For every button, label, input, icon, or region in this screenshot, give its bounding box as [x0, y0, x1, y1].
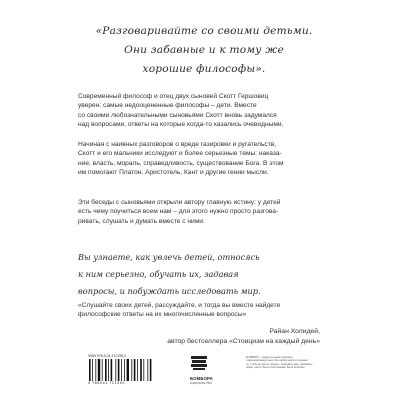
text-line: ние, власть, мораль, справедливость, существование Бога. В этом	[78, 159, 284, 167]
author-name: Райан Холидей,	[269, 328, 320, 335]
text-line: со своими любознательными сыновьями Скотт вновь задумался	[78, 111, 277, 119]
barcode-number: 9 785041 721992	[88, 381, 125, 385]
handwritten-line: Вы узнаете, как увлечь детей, относясь	[78, 252, 260, 262]
text-line: Скотт и его мальчики исследуют и более серьезные темы: наказа-	[78, 150, 282, 158]
headline-line: хорошие философы».	[142, 63, 266, 75]
description-paragraph-2	[78, 140, 330, 178]
fine-line: и вдохновляющих книг. Мы любим книги и создаем	[246, 359, 308, 363]
barcode-bars	[88, 359, 158, 381]
handwritten-promise	[78, 249, 338, 300]
review-author	[167, 327, 320, 346]
text-line: ривать, слушать и думать вместе с ними.	[78, 217, 205, 225]
description-paragraph-1	[78, 92, 330, 130]
headline-quote	[78, 22, 330, 79]
publisher-logo	[190, 355, 238, 385]
description-paragraph-3	[78, 198, 330, 226]
text-line: уверен: самые недооцененные философы – дети. Вместе	[78, 102, 257, 110]
fine-line: новое, расти. Быть счастливыми. Быть на волне.	[246, 365, 306, 369]
book-stack-icon	[190, 355, 208, 371]
text-line: Современный философ и отец двух сыновей Скотт Гершовиц	[78, 93, 269, 100]
headline-line: Они забавные и к тому же	[124, 44, 284, 56]
text-line: над вопросами, ответы на которые когда-то казались очевидными.	[78, 121, 284, 129]
back-cover	[50, 0, 350, 400]
publisher-blurb	[246, 356, 336, 369]
text-line: «Слушайте своих детей, рассуждайте, и тогда вы вместе найдете	[78, 302, 281, 309]
isbn-text: ISBN 978-5-04-172198-2	[88, 354, 126, 358]
fine-line: БОМБОРА – лидер на рынке полезных	[246, 356, 293, 359]
author-credit: автор бестселлера «Стоицизм на каждый день»	[167, 337, 320, 345]
publisher-name: БОМБОРА	[190, 376, 213, 381]
barcode	[88, 354, 166, 388]
review-quote	[78, 301, 330, 320]
text-line: есть чему поучиться всем нам – для этого нужно просто разгова-	[78, 208, 279, 216]
text-line: Эти беседы с сыновьями открыли автору главную истину: у детей	[78, 199, 281, 206]
handwritten-line: вопросы, и побуждать исследовать мир.	[78, 286, 261, 296]
publisher-subtitle: ИЗДАТЕЛЬСТВО	[190, 381, 213, 385]
text-line: им помогают Платон, Аристотель, Кант и другие гении мысли.	[78, 169, 269, 177]
headline-line: «Разговаривайте со своими детьми.	[95, 25, 313, 37]
text-line: философские ответы на их многочисленные вопросы»	[78, 311, 247, 319]
text-line: Начиная с наивных разговоров о вреде газировки и ругательств,	[78, 141, 277, 148]
fine-line: их, чтобы вы могли творить, открывать мир, пробовать	[246, 362, 313, 366]
handwritten-line: к ним серьезно, обучать их, задавая	[78, 269, 239, 279]
